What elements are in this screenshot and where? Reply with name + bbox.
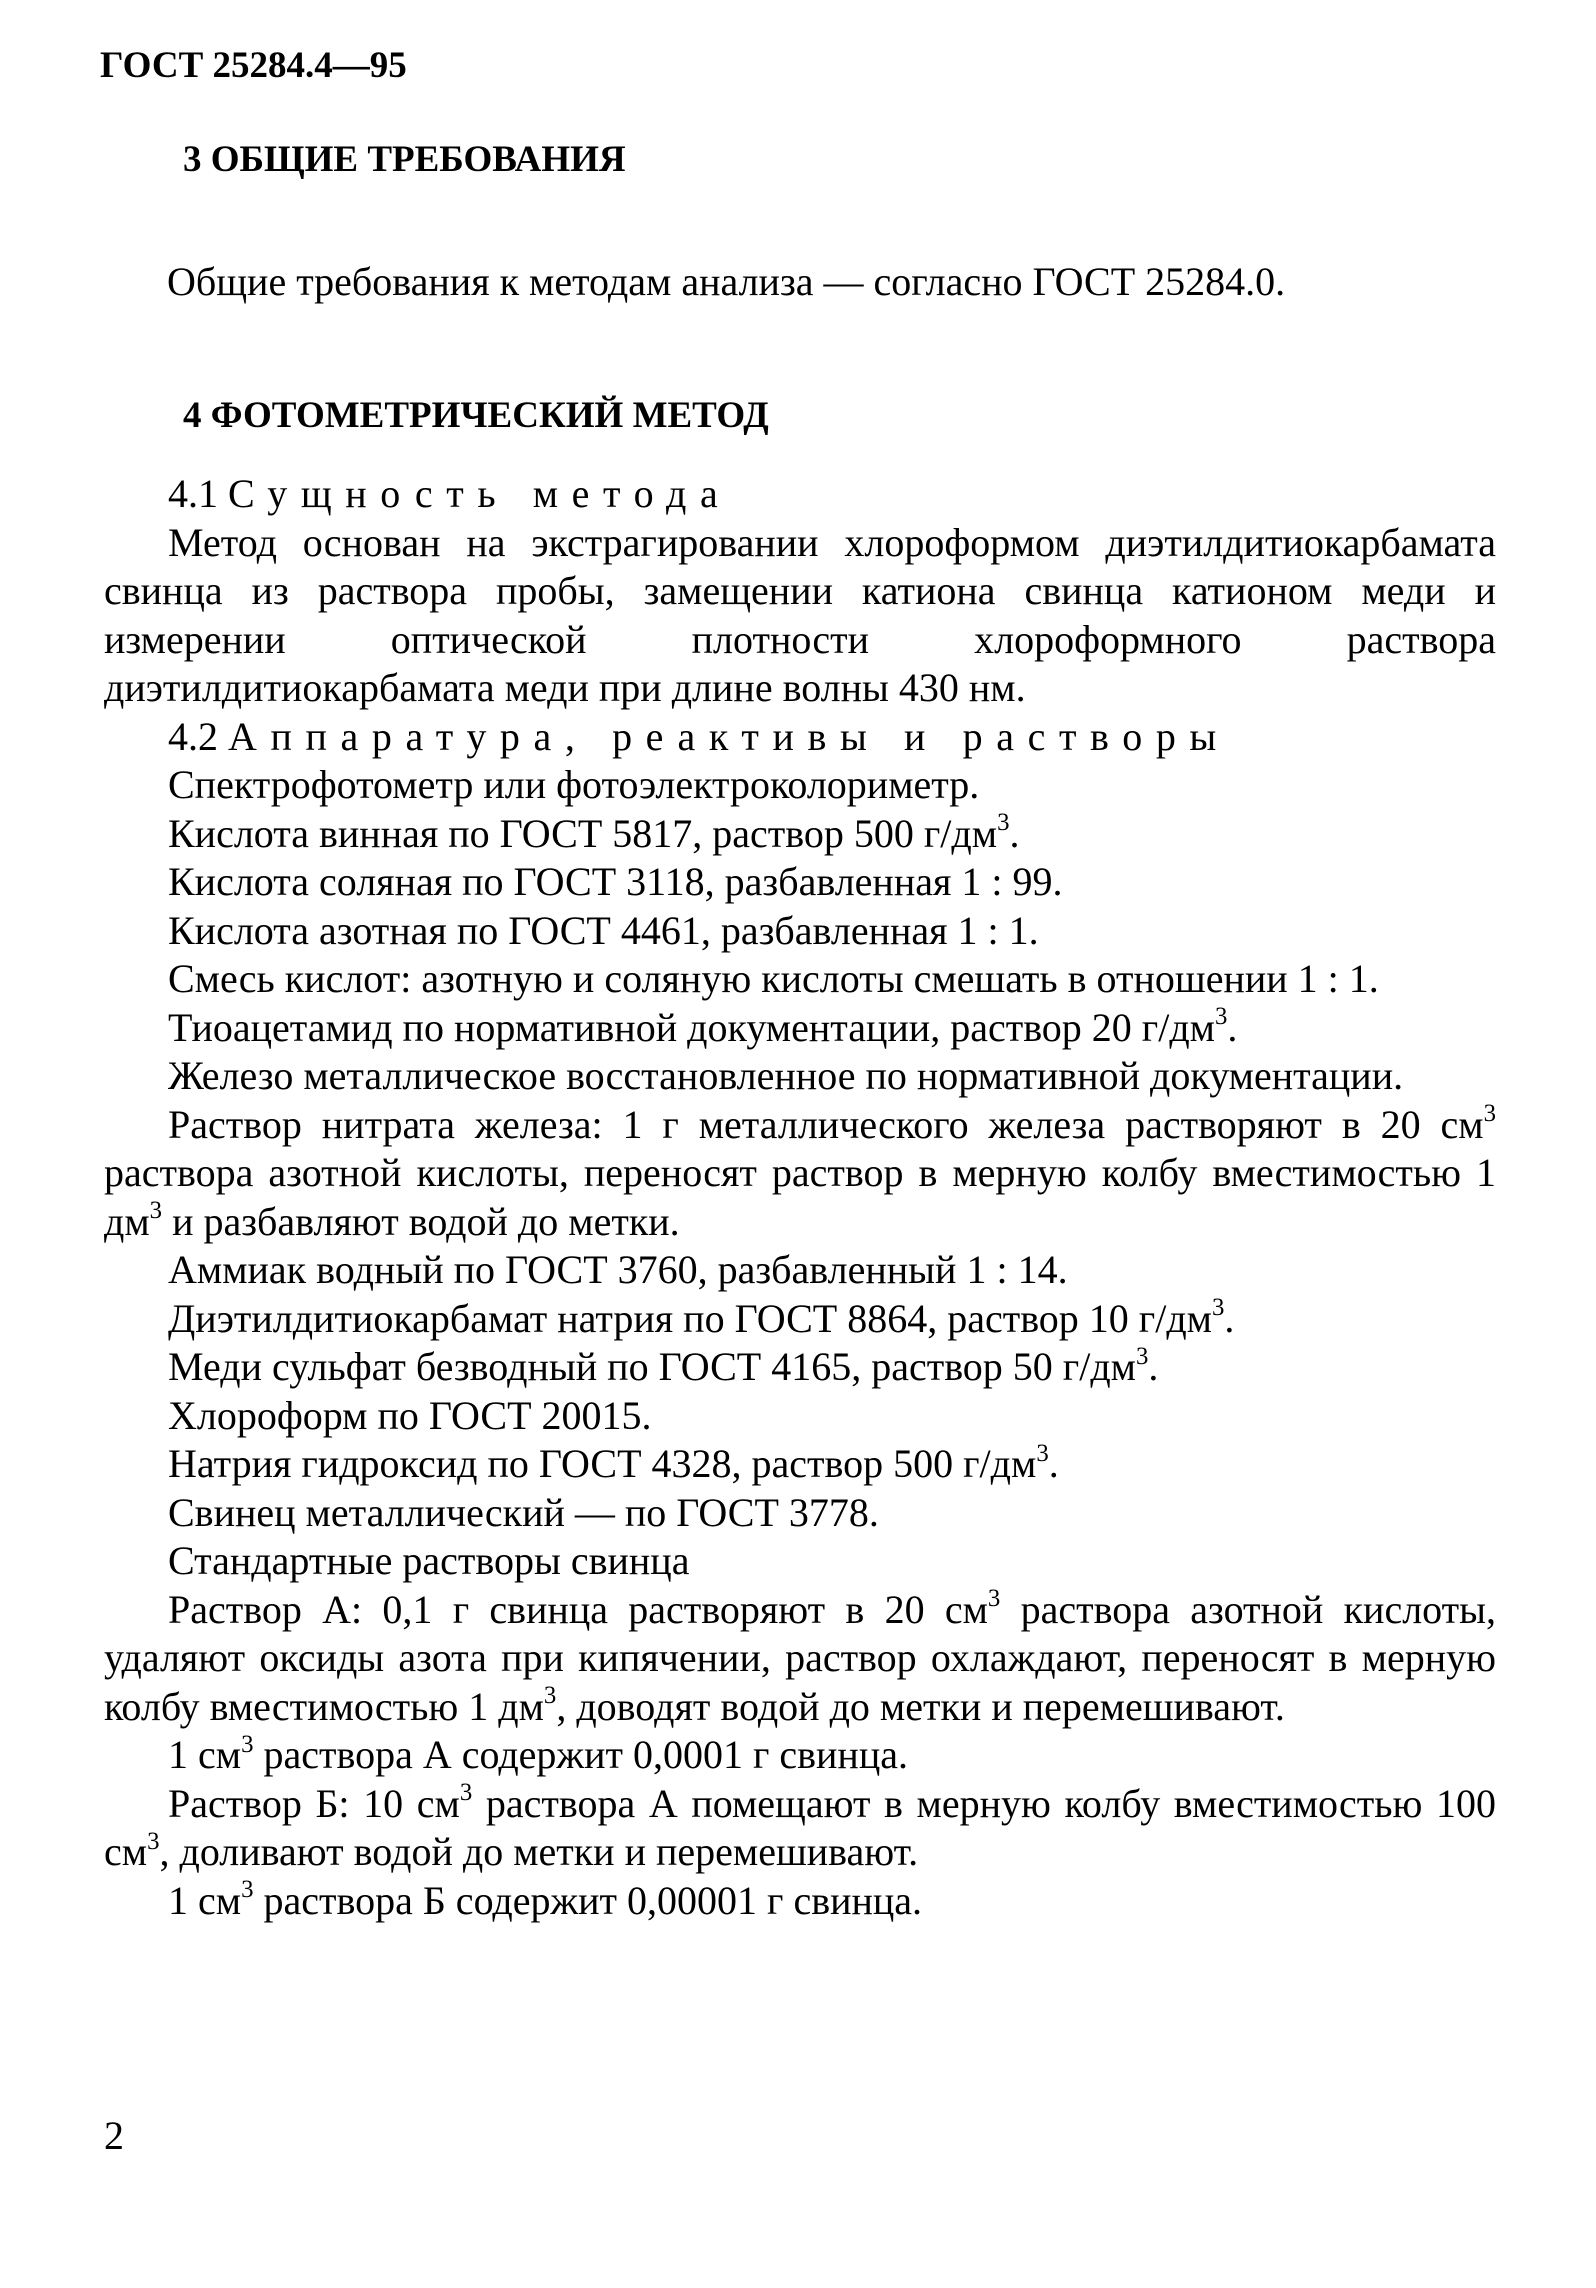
list-item: 1 $см^3$ раствора А содержит 0,0001 г свинца. (168, 1730, 908, 1777)
list-item: Раствор А: 0,1 г свинца растворяют в 20 $см^3$ раствора азотной кислоты, удаляют оксиды азота при кипячении, раствор охлаждают, переносят в мерную колбу вместимостью 1 $дм^3$, доводят водой до метки и перемешивают. (104, 1585, 1497, 1729)
list-item: Раствор нитрата железа: 1 г металлического железа растворяют в 20 $см^3$ раствора азотной кислоты, переносят раствор в мерную колбу вместимостью 1 $дм^3$ и разбавляют водой до метки. (104, 1100, 1496, 1244)
list-item: Аммиак водный по ГОСТ 3760, разбавленный 1 : 14. (168, 1247, 1068, 1292)
section-3-title: 3 ОБЩИЕ ТРЕБОВАНИЯ (183, 139, 626, 180)
list-item: Смесь кислот: азотную и соляную кислоты смешать в отношении 1 : 1. (168, 956, 1379, 1001)
subsection-4-1-title: Сущность метода (228, 471, 732, 516)
list-item: Кислота соляная по ГОСТ 3118, разбавленная 1 : 99. (168, 859, 1063, 904)
list-item: Натрия гидроксид по ГОСТ 4328, раствор 500 $г/дм^3$. (168, 1439, 1059, 1486)
subsection-4-1-text: Метод основан на экстрагировании хлороформом диэтилдитиокарбамата свинца из раствора пробы, замещении катиона свинца катионом меди и измерении оптической плотности хлороформного раствора диэтилдитиокарбамата меди при длине волны 430 нм. (104, 519, 1496, 710)
list-item: Кислота азотная по ГОСТ 4461, разбавленная 1 : 1. (168, 907, 1039, 953)
subsection-4-2-title: Аппаратура, реактивы и растворы (228, 713, 1230, 759)
list-item: Спектрофотометр или фотоэлектроколориметр. (168, 762, 980, 807)
list-item: 1 $см^3$ раствора Б содержит 0,00001 г свинца. (168, 1876, 923, 1923)
list-item: Меди сульфат безводный по ГОСТ 4165, раствор 50 $г/дм^3$. (168, 1342, 1159, 1389)
page-number: 2 (104, 2113, 124, 2158)
section-3-text: Общие требования к методам анализа — согласно ГОСТ 25284.0. (167, 259, 1286, 304)
list-item: Тиоацетамид по нормативной документации, раствор 20 $г/дм^3$. (168, 1003, 1238, 1050)
subsection-4-1-heading: 4.1 Сущность метода (168, 471, 732, 516)
list-item: Кислота винная по ГОСТ 5817, раствор 500 $г/дм^3$. (168, 809, 1020, 856)
section-4-title: 4 ФОТОМЕТРИЧЕСКИЙ МЕТОД (183, 395, 769, 436)
document-header: ГОСТ 25284.4—95 (100, 45, 407, 86)
list-item: Свинец металлический — по ГОСТ 3778. (168, 1489, 879, 1535)
list-item: Железо металлическое восстановленное по нормативной документации. (168, 1053, 1404, 1098)
section-4-body (104, 470, 1496, 1925)
subsection-4-2-heading: 4.2 Аппаратура, реактивы и растворы (168, 713, 1230, 759)
list-item: Хлороформ по ГОСТ 20015. (168, 1392, 652, 1438)
list-item: Раствор Б: 10 $см^3$ раствора А помещают в мерную колбу вместимостью 100 $см^3$, доливают водой до метки и перемешивают. (104, 1779, 1496, 1874)
list-item: Диэтилдитиокарбамат натрия по ГОСТ 8864, раствор 10 $г/дм^3$. (168, 1294, 1235, 1341)
list-item: Стандартные растворы свинца (168, 1538, 690, 1583)
